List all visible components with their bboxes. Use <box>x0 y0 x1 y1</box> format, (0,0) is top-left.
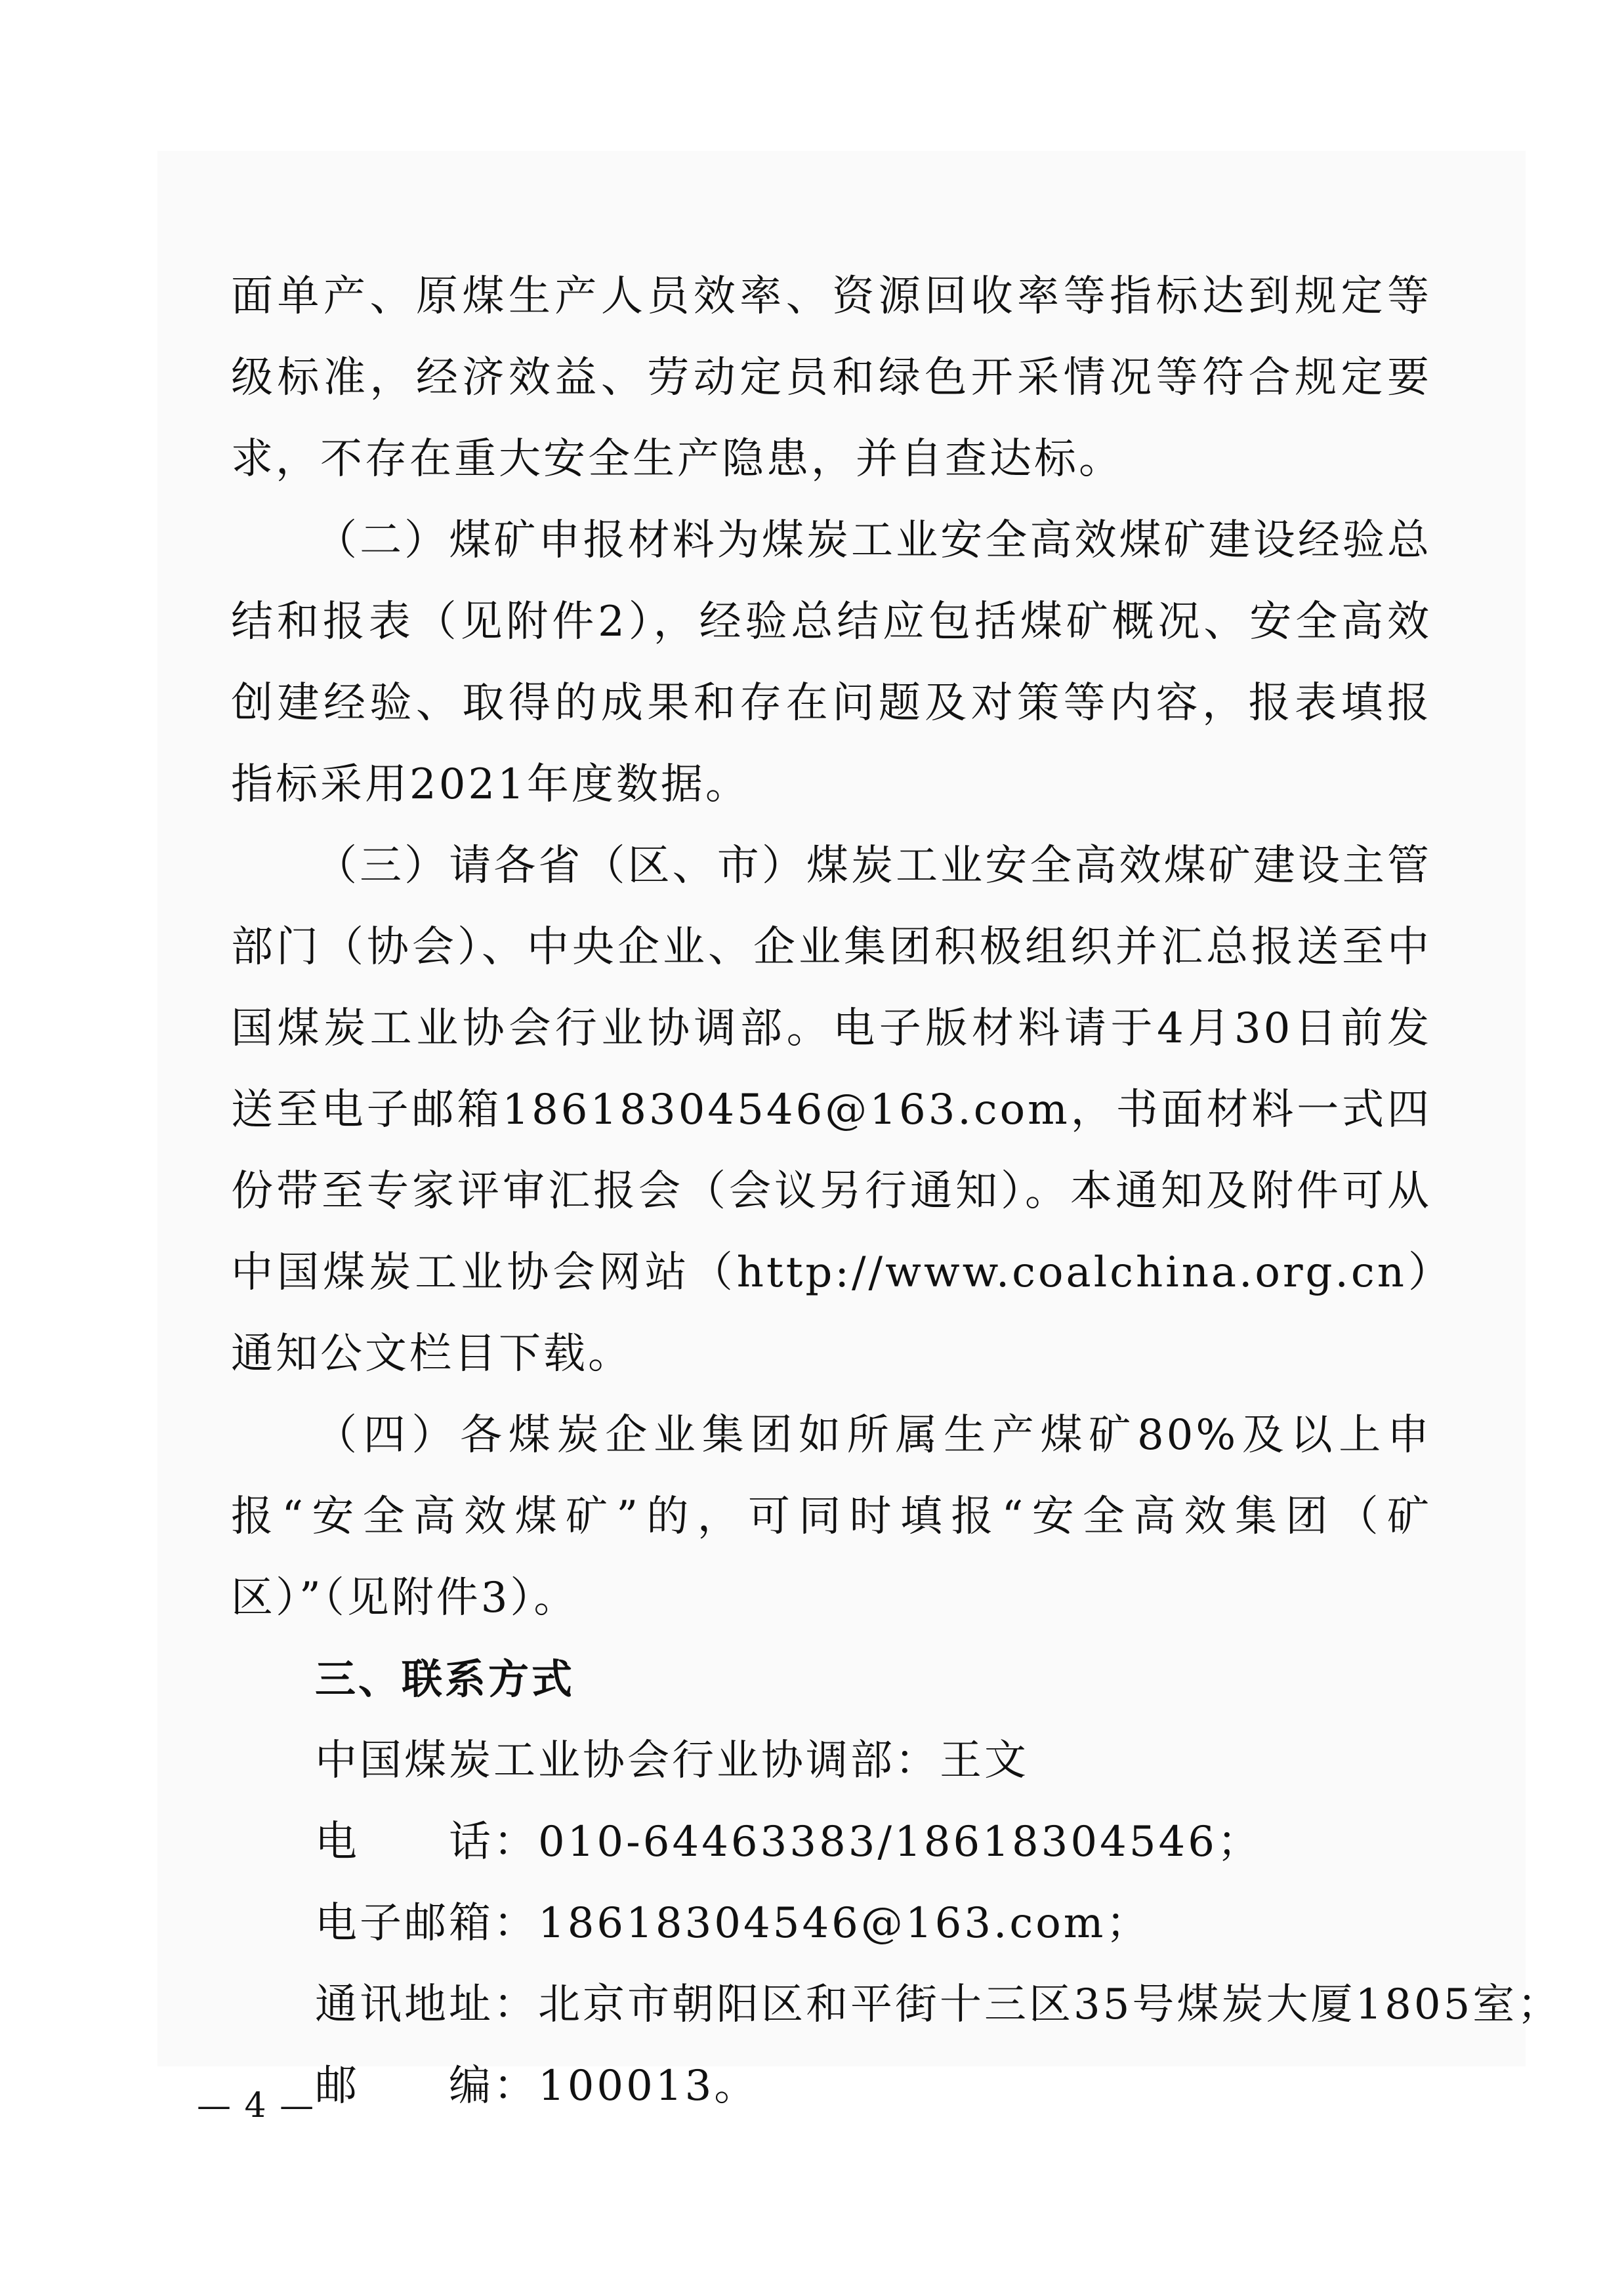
contact-phone: 电 话：010-64463383/18618304546； <box>315 1818 1262 1866</box>
page-number: — 4 — <box>197 2086 316 2125</box>
contact-address: 通讯地址：北京市朝阳区和平街十三区35号煤炭大厦1805室； <box>315 1980 1562 2029</box>
contact-department: 中国煤炭工业协会行业协调部：王文 <box>315 1736 1029 1785</box>
document-body <box>231 256 1562 2127</box>
paragraph-item-2: （二）煤矿申报材料为煤炭工业安全高效煤矿建设经验总结和报表（见附件2），经验总结应包括煤矿概况、安全高效创建经验、取得的成果和存在问题及对策等内容，报表填报指标采用2021年度数据。 <box>231 516 1432 809</box>
paragraph-item-4: （四）各煤炭企业集团如所属生产煤矿80%及以上申报“安全高效煤矿”的，可同时填报“安全高效集团（矿区）”（见附件3）。 <box>231 1411 1432 1622</box>
contact-email: 电子邮箱：18618304546@163.com； <box>315 1899 1151 1948</box>
contact-postcode: 邮 编：100013。 <box>315 2062 759 2110</box>
section-heading-contact: 三、联系方式 <box>315 1655 575 1703</box>
paragraph-continuation: 面单产、原煤生产人员效率、资源回收率等指标达到规定等级标准，经济效益、劳动定员和绿色开采情况等符合规定要求，不存在重大安全生产隐患，并自查达标。 <box>231 272 1432 483</box>
paragraph-item-3: （三）请各省（区、市）煤炭工业安全高效煤矿建设主管部门（协会）、中央企业、企业集团积极组织并汇总报送至中国煤炭工业协会行业协调部。电子版材料请于4月30日前发送至电子邮箱18618304546@163.com，书面材料一式四份带至专家评审汇报会（会议另行通知）。本通知及附件可从中国煤炭工业协会网站（http://www.coalchina.org.cn）通知公文栏目下载。 <box>231 842 1432 1378</box>
